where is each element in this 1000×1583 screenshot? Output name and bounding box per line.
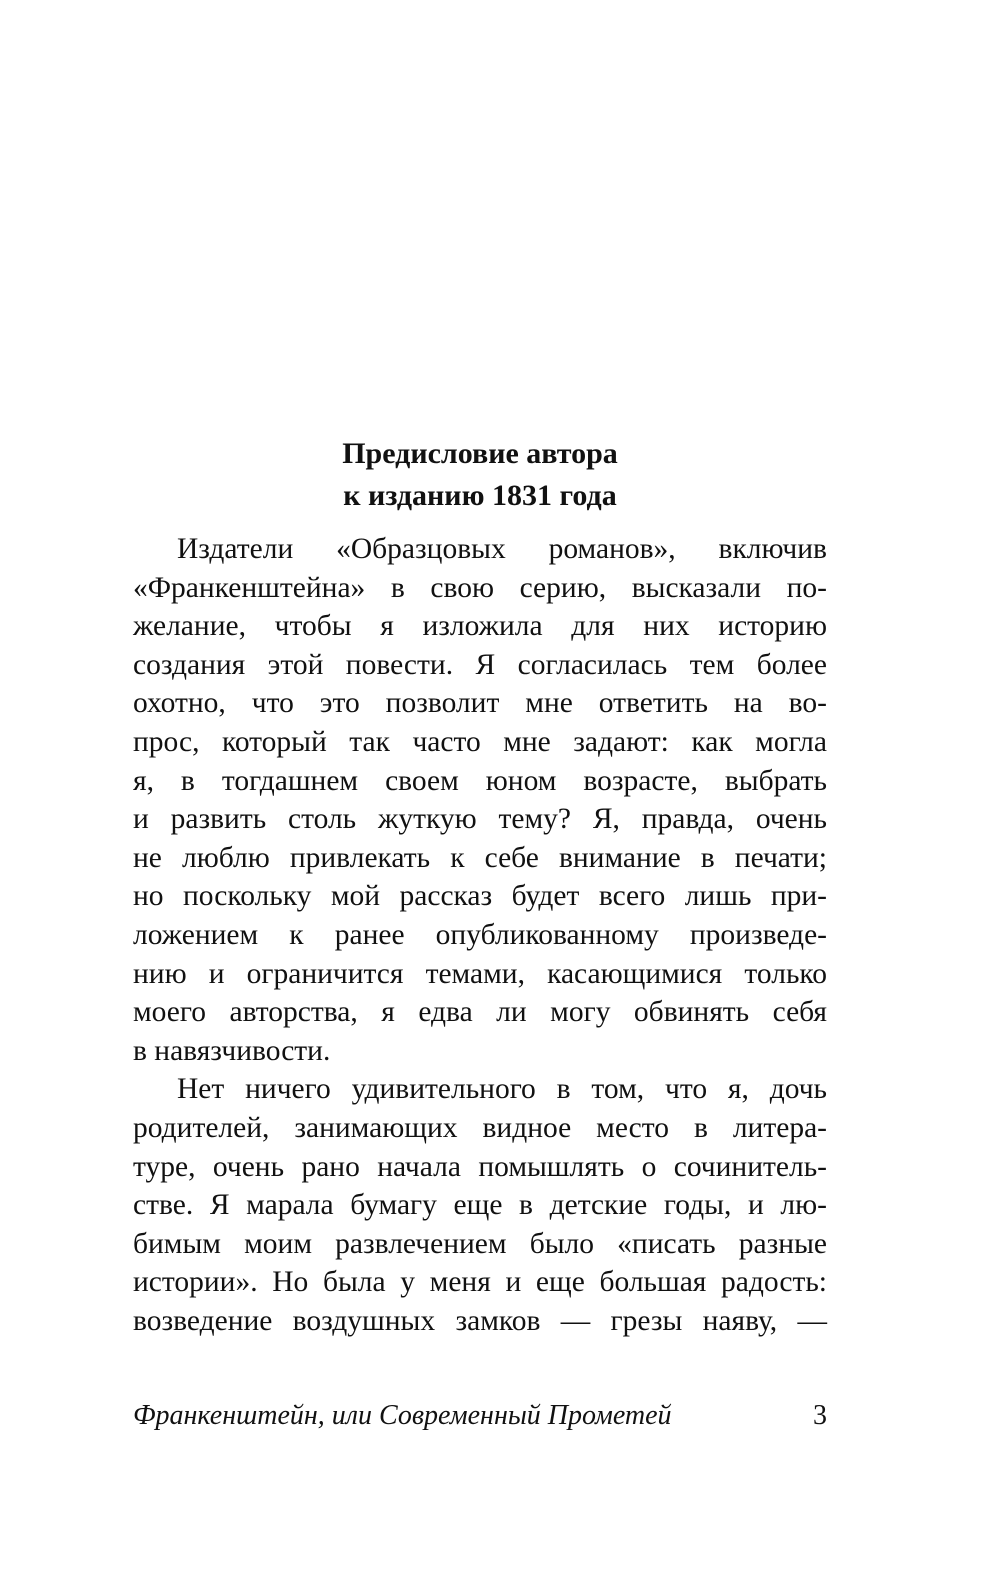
text-line: и развить столь жуткую тему? Я, правда, очень — [133, 803, 827, 836]
text-line: но поскольку мой рассказ будет всего лишь при- — [133, 880, 827, 913]
heading-line-1: Предисловие автора — [342, 437, 618, 470]
running-title: Франкенштейн, или Современный Прометей — [133, 1400, 672, 1431]
text-line: стве. Я марала бумагу еще в детские годы, и лю- — [133, 1189, 827, 1222]
text-line: желание, чтобы я изложила для них историю — [133, 610, 827, 643]
text-line: «Франкенштейна» в свою серию, высказали по- — [133, 571, 827, 604]
text-line: нию и ограничится темами, касающимися только — [133, 957, 827, 990]
text-line: создания этой повести. Я согласилась тем более — [133, 648, 827, 681]
text-line: истории». Но была у меня и еще большая радость: — [133, 1266, 827, 1299]
chapter-heading — [133, 433, 827, 517]
text-line: прос, который так часто мне задают: как могла — [133, 725, 827, 758]
page-number: 3 — [813, 1400, 827, 1431]
body-text — [133, 530, 827, 1340]
text-line: туре, очень рано начала помышлять о сочинитель- — [133, 1150, 827, 1183]
text-line: моего авторства, я едва ли могу обвинять себя — [133, 996, 827, 1029]
text-line: в навязчивости. — [133, 1034, 331, 1067]
text-line: я, в тогдашнем своем юном возрасте, выбрать — [133, 764, 827, 797]
text-line: ложением к ранее опубликованному произведе- — [133, 918, 827, 951]
text-line: возведение воздушных замков — грезы наяву, — — [133, 1304, 827, 1337]
text-line: родителей, занимающих видное место в литера- — [133, 1111, 827, 1144]
text-line: охотно, что это позволит мне ответить на во- — [133, 687, 827, 720]
text-line: Издатели «Образцовых романов», включив — [177, 533, 827, 565]
page-footer — [133, 1396, 827, 1436]
text-line: Нет ничего удивительного в том, что я, дочь — [177, 1073, 827, 1106]
text-line: не люблю привлекать к себе внимание в печати; — [133, 841, 827, 874]
text-line: бимым моим развлечением было «писать разные — [133, 1227, 827, 1260]
heading-line-2: к изданию 1831 года — [343, 479, 617, 512]
